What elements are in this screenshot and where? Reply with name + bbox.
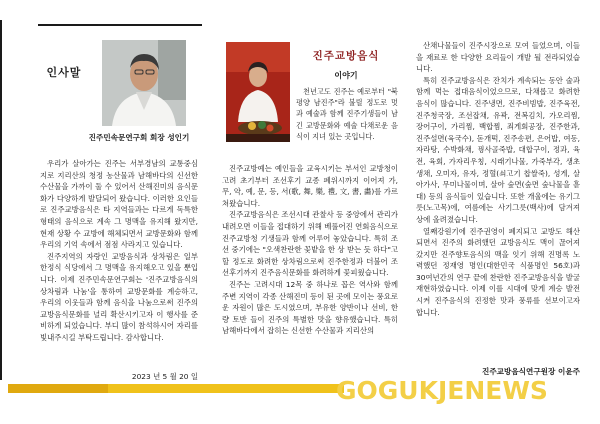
president-portrait-drawing bbox=[102, 40, 186, 126]
president-portrait bbox=[102, 40, 186, 126]
article-paragraph: 열째강원기에 진주권영이 폐지되고 교방도 해산되면서 진주의 화려했던 교방음식도 맥이 끊어져 갔지만 진주향토음식의 맥을 잇기 위해 진명록 노력했던 정재영 명인(대한민국 식품명인 56호)과 30여년간의 연구 끝에 찬란한 진주교방음식을 발굴 재현하였습니다. 이제 이를 시대에 맞게 계승 발전시켜 진주음식의 진정한 맛과 풍류를 선보이고자 합니다. bbox=[416, 226, 580, 317]
article-paragraph: 진주교방음식은 조선시대 관찰사 등 중앙에서 관리가 내려오면 이들을 접대하기 위해 베풀어진 연회음식으로 진주교방청 기생들과 함께 어루어 놓았습니다. 특히 조선 중기에는 "오색찬란한 꽃밭을 한 상 받는 듯 하다"고 할 정도로 화려한 상차림으로써 진주한정과 더불어 조선후기까지 진주음식문화를 화려하게 꽃피웠습니다. bbox=[222, 210, 398, 278]
article-title: 진주교방음식 bbox=[312, 50, 380, 62]
researcher-portrait-drawing bbox=[226, 42, 290, 142]
top-border-rule bbox=[38, 24, 202, 26]
greeting-paragraph: 진주지역의 자랑인 교방음식과 상차림은 일부 한정식 식당에서 그 명맥을 유지해오고 있을 뿐입니다. 이제 진주민속문연구회는 '진주교방음식의 상차림과 나눔'을 통하여 교방문화를 계승하고, 우리의 이웃들과 함께 음식을 나눔으로써 진주의 교방음식문화를 널리 확산시키고자 이 행사를 준비하게 되었습니다. 부디 많이 참석하시어 자리를 빛내주시길 부탁드립니다. 감사합니다. bbox=[40, 251, 198, 342]
article-paragraph: 진주는 고려시대 12목 중 하나로 꼽은 역사와 함께 주변 지역이 각종 산해진미 등이 된 곳에 모이는 풍요로운 자원이 많은 도시였으며, 부유한 양반이나 선비, 한량 토반 들이 진주의 특별한 맛을 향유했습니다. 특히 남해바다에서 잡히는 신선한 수산물과 지리산의 bbox=[222, 279, 398, 336]
article-paragraph: 산채나물들이 진주시장으로 모여 들었으며, 이들을 재료로 한 다양한 요리들이 개발 될 전라되었습니다. bbox=[416, 41, 580, 74]
article-signoff: 진주교방음식연구원장 이윤주 bbox=[481, 367, 580, 376]
watermark-logo: GOGUKJENEWS bbox=[336, 376, 548, 405]
article-body-column-2 bbox=[416, 40, 580, 318]
left-border-rule bbox=[0, 20, 2, 380]
article-paragraph: 진주교방예는 예인들을 교육시키는 부서인 교방청이 고려 초기부터 조선후기 교종 폐위시까지 이어져 가, 무, 악, 예, 문, 등, 서(歌, 舞, 樂, 禮, 文, 書, 畵)를 가르쳐왔습니다. bbox=[222, 164, 398, 208]
article-body-column-1 bbox=[222, 163, 398, 337]
letter-date: 2023 년 5 월 20 일 bbox=[131, 372, 198, 381]
greeting-paragraph: 우리가 살아가는 진주는 서부경남의 교통중심지로 지리산의 청정 농산물과 남해바다의 신선한 수산물을 가까이 둘 수 있어서 산해진미의 음식문화가 다양하게 발달되어 왔습니다. 이러한 요인들로 진주교방음식은 타 지역들과는 다르게 독특한 형태의 음식으로 계속 그 명맥을 유지해 왔지만, 현재 상황 수 교방에 해체되면서 교방문화와 함께 우리의 기억 속에서 점점 사라지고 있습니다. bbox=[40, 159, 198, 250]
article-intro bbox=[296, 86, 398, 142]
footer-accent-bar-dark bbox=[8, 384, 108, 393]
president-name-line: 진주민속문연구회 회장 성인기 bbox=[88, 133, 190, 142]
researcher-portrait bbox=[226, 42, 290, 142]
greeting-heading: 인사말 bbox=[46, 66, 82, 79]
article-paragraph: 특히 진주교방음식은 잔치가 계속되는 동안 술과 함께 먹는 접대음식이었으므로, 다채롭고 화려한 음식이 많습니다. 진주냉면, 진주비빔밥, 진주육전, 진주청국장, 조선잡채, 유곽, 전복김치, 가오리찜, 장어구이, 가리찜, 백합찜, 죄게회공장, 진주한과, 진주설면(육국수), 돋개떡, 진주송편, 은어밥, 여동, 자라탕, 수박화채, 꿩사골죽밥, 대합구이, 정과, 육전, 육회, 가자리우칭, 시래기나물, 가죽부각, 생초생채, 오미자, 유자, 정혈(쇠고기 찹쌀죽), 성게, 살아가사, 무미나물이며, 살아 숲면(숲면 숲나물을 흩대) 등의 음식들이 있습니다. 또한 개울에는 유기그릇(노고목)에, 여름에는 사기그릇(백사)에 담겨져 상에 올려졌습니다. bbox=[416, 75, 580, 224]
greeting-body bbox=[40, 158, 198, 344]
article-intro-paragraph: 천년고도 진주는 예로부터 "북평양 남진주"라 불릴 정도로 멋과 예술과 함께 진주기생들이 남긴 교방문화와 예술 다채로운 음식이 지녀 있는 곳입니다. bbox=[296, 87, 398, 141]
article-subtitle: 이야기 bbox=[334, 71, 358, 80]
